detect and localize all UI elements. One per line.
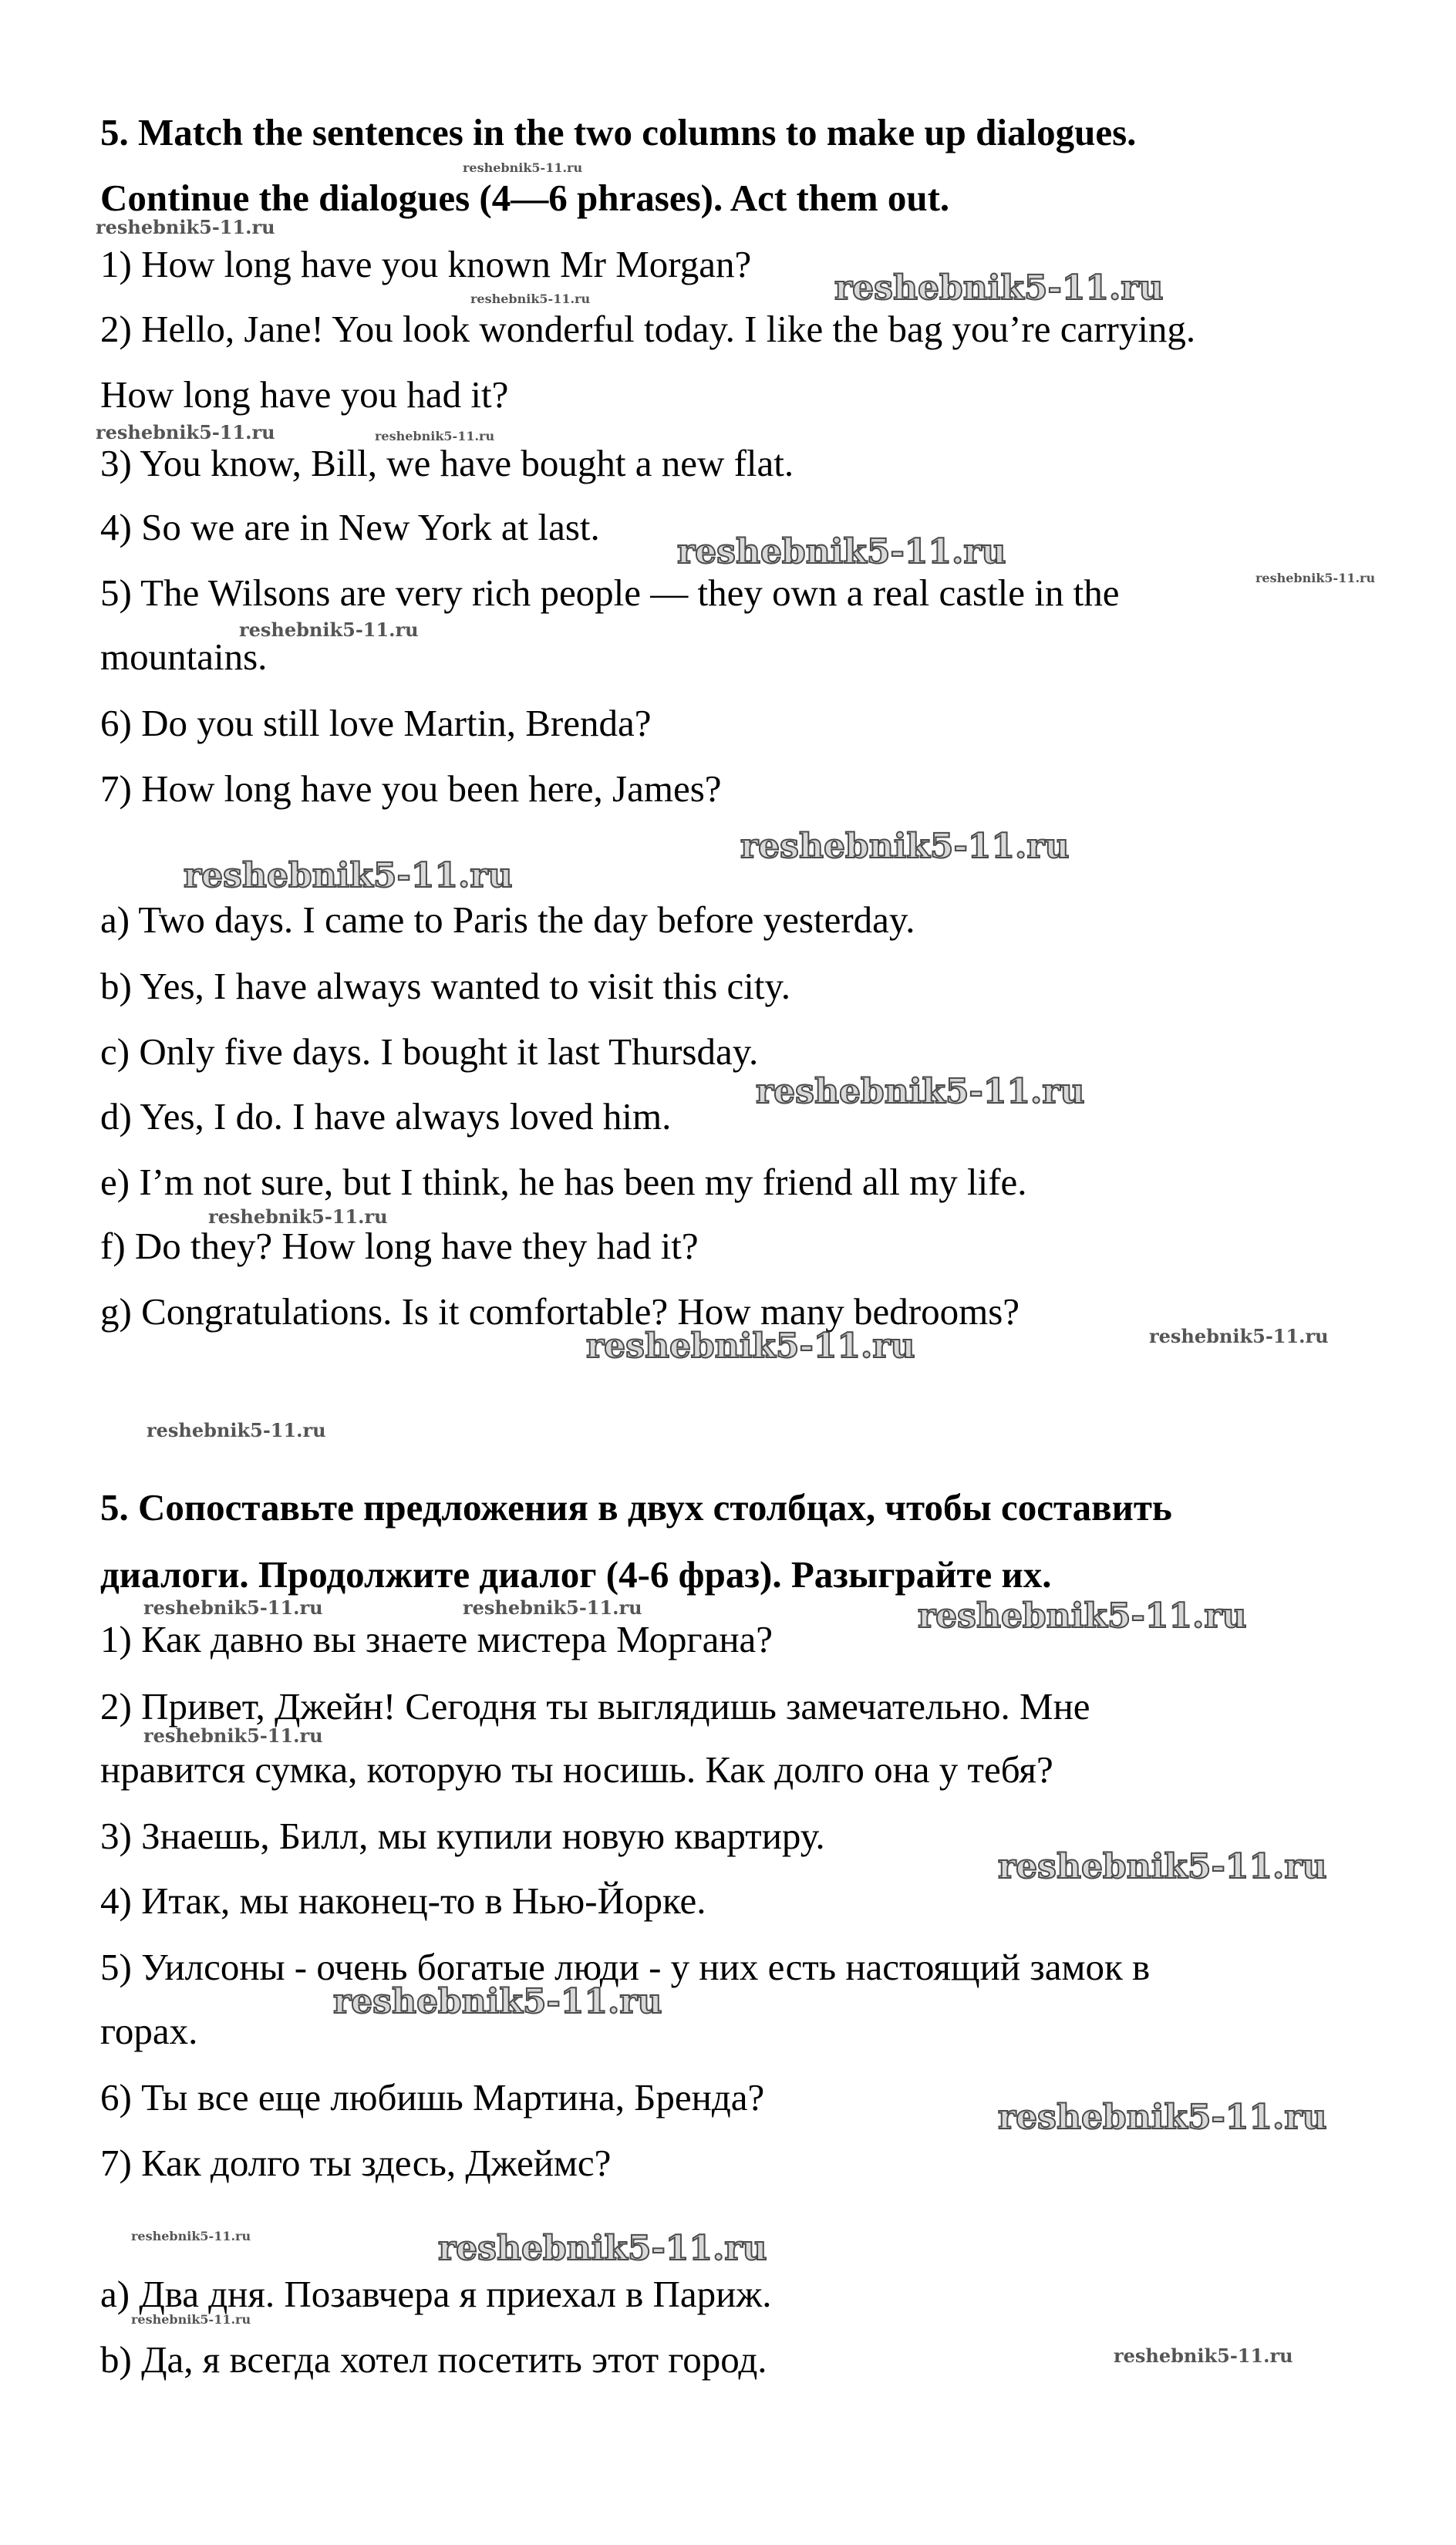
russian-answer-a: a) Два дня. Позавчера я приехал в Париж. (100, 2273, 772, 2315)
english-question-2-line-1: 2) Hello, Jane! You look wonderful today. I like the bag you’re carrying. (100, 308, 1196, 350)
russian-question-2-line-2: нравится сумка, которую ты носишь. Как долго она у тебя? (100, 1748, 1053, 1791)
watermark: reshebnik5-11.ru (239, 619, 419, 641)
russian-question-2-line-1: 2) Привет, Джейн! Сегодня ты выглядишь замечательно. Мне (100, 1685, 1090, 1728)
watermark: reshebnik5-11.ru (1255, 571, 1376, 585)
english-question-6: 6) Do you still love Martin, Brenda? (100, 702, 652, 744)
english-answer-d: d) Yes, I do. I have always loved him. (100, 1095, 672, 1138)
watermark: reshebnik5-11.ru (208, 1205, 388, 1228)
watermark: reshebnik5-11.ru (586, 1326, 915, 1366)
english-question-7: 7) How long have you been here, James? (100, 767, 722, 810)
english-question-3: 3) You know, Bill, we have bought a new flat. (100, 442, 794, 484)
watermark: reshebnik5-11.ru (998, 1847, 1327, 1886)
english-answer-c: c) Only five days. I bought it last Thursday. (100, 1030, 759, 1073)
watermark: reshebnik5-11.ru (96, 421, 275, 443)
watermark: reshebnik5-11.ru (918, 1596, 1247, 1636)
russian-heading-line-1: 5. Сопоставьте предложения в двух столбцах, чтобы составить (100, 1486, 1172, 1529)
english-answer-f: f) Do they? How long have they had it? (100, 1225, 699, 1267)
english-question-5-line-2: mountains. (100, 635, 268, 678)
english-answer-a: a) Two days. I came to Paris the day before yesterday. (100, 898, 915, 941)
watermark: reshebnik5-11.ru (740, 827, 1070, 866)
english-heading-line-1: 5. Match the sentences in the two columns to make up dialogues. (100, 111, 1137, 153)
watermark: reshebnik5-11.ru (1149, 1325, 1329, 1347)
watermark: reshebnik5-11.ru (143, 1724, 323, 1747)
watermark: reshebnik5-11.ru (333, 1982, 662, 2021)
russian-question-5-line-1: 5) Уилсоны - очень богатые люди - у них есть настоящий замок в (100, 1946, 1151, 1988)
watermark: reshebnik5-11.ru (375, 429, 495, 443)
russian-question-7: 7) Как долго ты здесь, Джеймс? (100, 2142, 612, 2184)
watermark: reshebnik5-11.ru (756, 1072, 1085, 1111)
russian-question-3: 3) Знаешь, Билл, мы купили новую квартиру. (100, 1815, 825, 1857)
watermark: reshebnik5-11.ru (463, 1596, 642, 1619)
english-answer-b: b) Yes, I have always wanted to visit this city. (100, 965, 791, 1007)
watermark: reshebnik5-11.ru (998, 2098, 1327, 2137)
watermark: reshebnik5-11.ru (677, 532, 1006, 571)
watermark: reshebnik5-11.ru (131, 2229, 251, 2243)
russian-answer-b: b) Да, я всегда хотел посетить этот город. (100, 2338, 767, 2381)
russian-question-5-line-2: горах. (100, 2010, 198, 2052)
english-question-5-line-1: 5) The Wilsons are very rich people — they own a real castle in the (100, 571, 1120, 614)
watermark: reshebnik5-11.ru (147, 1419, 326, 1441)
english-heading-line-2: Continue the dialogues (4—6 phrases). Act them out. (100, 177, 950, 219)
watermark: reshebnik5-11.ru (438, 2229, 767, 2268)
watermark: reshebnik5-11.ru (184, 856, 513, 895)
english-question-2-line-2: How long have you had it? (100, 373, 509, 416)
russian-question-1: 1) Как давно вы знаете мистера Моргана? (100, 1618, 774, 1660)
russian-question-6: 6) Ты все еще любишь Мартина, Бренда? (100, 2076, 765, 2119)
english-answer-e: e) I’m not sure, but I think, he has been my friend all my life. (100, 1161, 1027, 1203)
english-question-4: 4) So we are in New York at last. (100, 506, 600, 548)
watermark: reshebnik5-11.ru (463, 160, 583, 175)
watermark: reshebnik5-11.ru (834, 268, 1164, 308)
watermark: reshebnik5-11.ru (143, 1596, 323, 1619)
english-question-1: 1) How long have you known Mr Morgan? (100, 243, 752, 285)
watermark: reshebnik5-11.ru (470, 292, 591, 306)
watermark: reshebnik5-11.ru (131, 2312, 251, 2327)
russian-question-4: 4) Итак, мы наконец-то в Нью-Йорке. (100, 1879, 706, 1922)
russian-heading-line-2: диалоги. Продолжите диалог (4-6 фраз). Разыграйте их. (100, 1553, 1052, 1596)
english-answer-g: g) Congratulations. Is it comfortable? How many bedrooms? (100, 1290, 1020, 1333)
watermark: reshebnik5-11.ru (1114, 2344, 1293, 2367)
watermark: reshebnik5-11.ru (96, 216, 275, 238)
